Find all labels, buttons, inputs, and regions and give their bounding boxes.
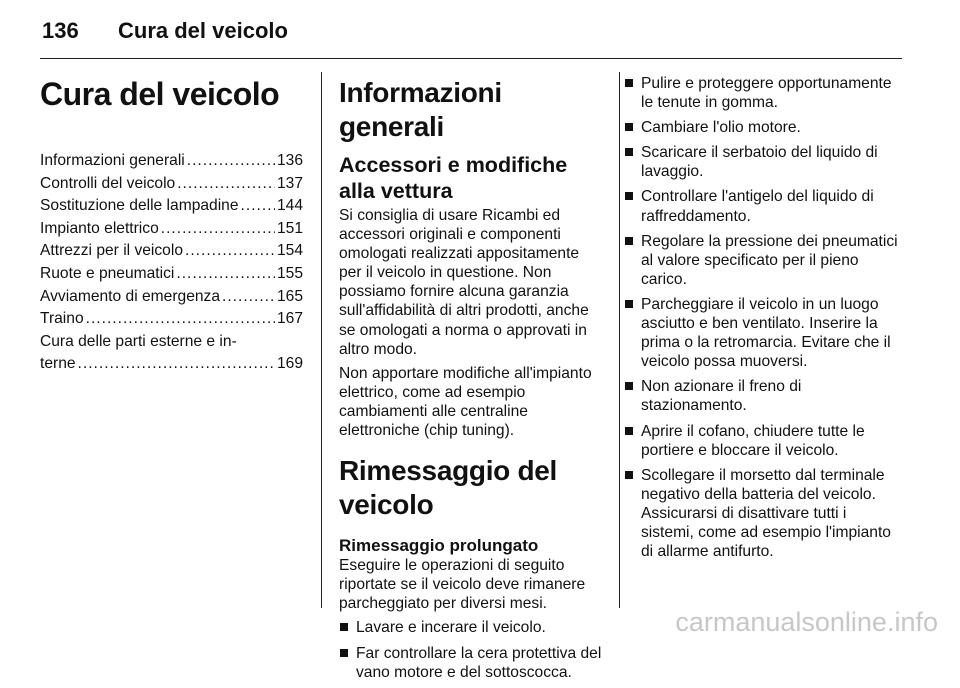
toc-leader-dots	[222, 286, 275, 309]
toc-leader-dots	[161, 218, 275, 241]
list-item-text: Lavare e incerare il veicolo.	[356, 619, 546, 637]
running-title: Cura del veicolo	[118, 18, 288, 43]
list-item	[624, 118, 902, 137]
toc-entry-label-line2: terne	[40, 355, 76, 373]
list-item	[624, 74, 902, 112]
body-paragraph: Eseguire le operazioni di seguito riportate se il veicolo deve rimanere parcheggiato per diversi mesi.	[339, 557, 586, 613]
square-bullet-icon	[625, 123, 633, 131]
middle-text-column	[339, 72, 605, 688]
bullet-list	[339, 618, 605, 681]
list-item-text: Pulire e proteggere opportunamente le tenute in gomma.	[641, 75, 892, 112]
list-item-text: Cambiare l'olio motore.	[641, 119, 801, 137]
toc-entry-line2	[40, 353, 303, 376]
chapter-toc-column	[40, 72, 303, 376]
square-bullet-icon	[625, 79, 633, 87]
watermark: carmanualsonline.info	[675, 607, 938, 637]
toc-entry-page: 151	[276, 219, 303, 237]
column-divider	[619, 72, 620, 608]
square-bullet-icon	[625, 237, 633, 245]
subsection-title: Accessori e modifiche alla vettura	[339, 153, 568, 203]
toc-leader-dots	[177, 173, 275, 196]
column-divider	[321, 72, 322, 608]
toc-entry-label-line1: Cura delle parti esterne e in-	[40, 332, 237, 350]
toc-entry-page: 155	[276, 264, 303, 282]
square-bullet-icon	[625, 382, 633, 390]
toc-entry[interactable]	[40, 150, 303, 173]
square-bullet-icon	[625, 192, 633, 200]
list-item-text: Non azionare il freno di stazionamento.	[641, 378, 802, 415]
list-item	[624, 187, 902, 225]
toc-entry-label: Informazioni generali	[40, 152, 185, 169]
square-bullet-icon	[340, 623, 348, 631]
list-item-text: Parcheggiare il veicolo in un luogo asciutto e ben ventilato. Inserire la prima o la retromarcia. Evitare che il veicolo possa muoversi.	[641, 295, 891, 371]
list-item-text: Controllare l'antigelo del liquido di raffreddamento.	[641, 188, 874, 225]
table-of-contents	[40, 150, 303, 376]
toc-leader-dots	[185, 240, 275, 263]
list-item	[624, 466, 902, 561]
square-bullet-icon	[625, 300, 633, 308]
chapter-title: Cura del veicolo	[40, 76, 280, 112]
list-item	[624, 232, 902, 289]
list-item	[624, 377, 902, 415]
page-number: 136	[42, 18, 79, 43]
list-item-text: Aprire il cofano, chiudere tutte le portiere e bloccare il veicolo.	[641, 422, 865, 459]
toc-entry[interactable]	[40, 173, 303, 196]
toc-entry-page: 144	[276, 197, 303, 215]
toc-leader-dots	[241, 195, 275, 218]
toc-entry[interactable]	[40, 195, 303, 218]
header-divider	[40, 58, 902, 59]
toc-leader-dots	[176, 263, 275, 286]
toc-entry-label: Sostituzione delle lampadine	[40, 197, 239, 215]
body-paragraph: Si consiglia di usare Ricambi ed accessori originali e componenti omologati realizzati appositamente per il veicolo in questione. Non possiamo fornire alcuna garanzia sull'affidabilità di altri prodotti, anche se omologati a norma o approvati in altro modo.	[339, 207, 589, 358]
toc-entry-page: 169	[276, 355, 303, 373]
toc-entry-label: Impianto elettrico	[40, 219, 159, 237]
square-bullet-icon	[625, 148, 633, 156]
toc-entry-label: Traino	[40, 310, 84, 328]
list-item	[624, 422, 902, 460]
toc-entry[interactable]	[40, 308, 303, 331]
list-item	[624, 295, 902, 371]
body-paragraph: Non apportare modifiche all'impianto elettrico, come ad esempio cambiamenti alle centraline elettroniche (chip tuning).	[339, 364, 592, 440]
toc-entry[interactable]	[40, 263, 303, 286]
toc-entry[interactable]	[40, 240, 303, 263]
square-bullet-icon	[625, 471, 633, 479]
list-item	[339, 618, 605, 637]
list-item	[339, 644, 605, 682]
list-item-text: Regolare la pressione dei pneumatici al valore specificato per il pieno carico.	[641, 232, 898, 288]
list-item	[624, 143, 902, 181]
toc-entry[interactable]	[40, 218, 303, 241]
section-title: Informazioni generali	[339, 77, 502, 142]
toc-entry-label: Controlli del veicolo	[40, 174, 176, 192]
toc-leader-dots	[86, 308, 275, 331]
subsection-title: Rimessaggio prolungato	[339, 536, 539, 556]
toc-entry-page: 154	[276, 242, 303, 260]
toc-entry-label: Avviamento di emergenza	[40, 287, 221, 305]
list-item-text: Far controllare la cera protettiva del vano motore e del sottoscocca.	[356, 644, 602, 681]
toc-leader-dots	[187, 150, 275, 173]
section-title: Rimessaggio del veicolo	[339, 455, 558, 521]
toc-entry-page: 136	[276, 152, 303, 169]
list-item-text: Scaricare il serbatoio del liquido di lavaggio.	[641, 144, 878, 181]
list-item-text: Scollegare il morsetto dal terminale negativo della batteria del veicolo. Assicurarsi di disattivare tutti i sistemi, come ad esempio l'impianto di allarme antifurto.	[641, 466, 891, 561]
toc-entry[interactable]	[40, 331, 303, 376]
toc-entry-label: Attrezzi per il veicolo	[40, 242, 183, 260]
bullet-list	[624, 74, 902, 561]
toc-entry[interactable]	[40, 286, 303, 309]
right-text-column	[624, 72, 902, 567]
toc-entry-label: Ruote e pneumatici	[40, 264, 175, 282]
square-bullet-icon	[340, 649, 348, 657]
toc-entry-page: 167	[276, 310, 303, 328]
toc-entry-page: 137	[276, 174, 303, 192]
toc-entry-page: 165	[276, 287, 303, 305]
toc-leader-dots	[78, 353, 275, 376]
square-bullet-icon	[625, 427, 633, 435]
